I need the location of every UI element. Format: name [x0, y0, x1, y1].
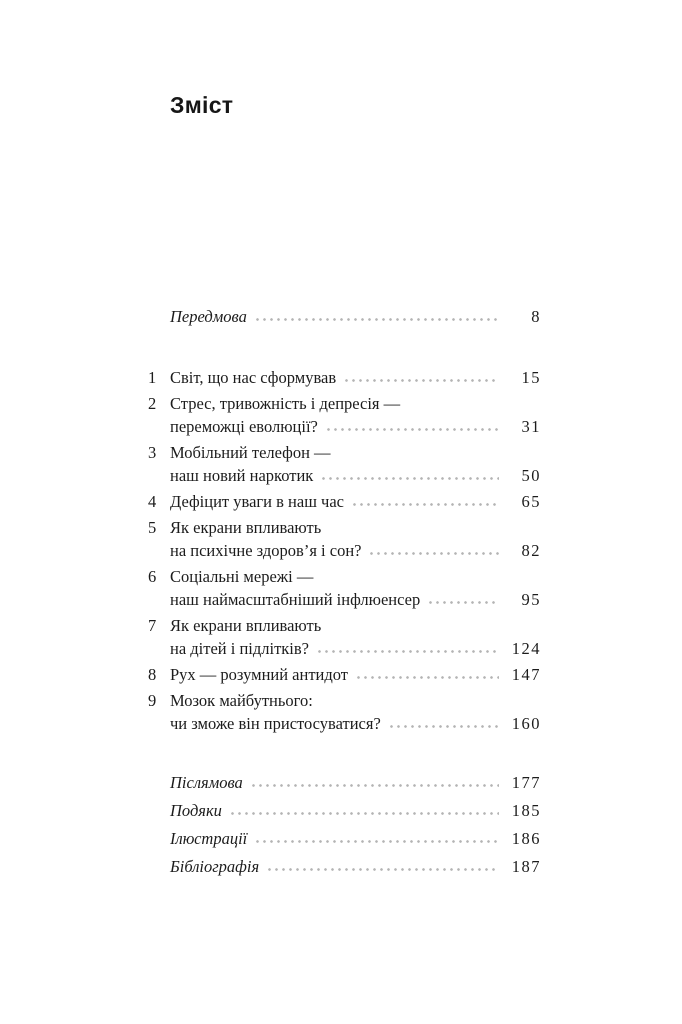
entry-last-line [170, 464, 541, 487]
page-number: 50 [521, 466, 541, 485]
toc-chapter-row [148, 565, 541, 611]
dot-leader [325, 427, 499, 432]
entry-title-line: Мобільний телефон — [170, 443, 331, 462]
entry-title: Подяки [170, 801, 222, 820]
entry-title-line: Соціальні мережі — [170, 567, 314, 586]
entry-body [170, 614, 541, 660]
page-number: 177 [511, 773, 541, 792]
chapter-number: 5 [148, 518, 157, 537]
toc-chapter-row [148, 663, 541, 686]
chapter-number: 3 [148, 443, 157, 462]
toc-front-section [148, 305, 541, 328]
entry-title-line: Як екрани впливають [170, 616, 322, 635]
entry-last-line [170, 539, 541, 562]
entry-last-line [170, 855, 541, 878]
dot-leader [250, 783, 499, 788]
chapter-number [148, 827, 170, 850]
entry-title: Дефіцит уваги в наш час [170, 492, 344, 511]
entry-last-line [170, 588, 541, 611]
page-title: Зміст [170, 92, 234, 118]
entry-last-line [170, 663, 541, 686]
chapter-number: 7 [148, 616, 157, 635]
page-number: 95 [521, 590, 541, 609]
dot-leader [355, 675, 499, 680]
entry-body [170, 565, 541, 611]
toc-chapters-section [148, 366, 541, 735]
entry-body [170, 366, 541, 389]
entry-body [170, 516, 541, 562]
chapter-number: 4 [148, 492, 157, 511]
entry-title: Світ, що нас сформував [170, 368, 337, 387]
toc-matter-row [148, 305, 541, 328]
dot-leader [388, 724, 499, 729]
page-number: 185 [511, 801, 541, 820]
page-number: 160 [511, 714, 541, 733]
entry-body [170, 663, 541, 686]
toc-matter-row [148, 855, 541, 878]
toc-chapter-row [148, 441, 541, 487]
entry-last-line [170, 415, 541, 438]
entry-title: чи зможе він пристосуватися? [170, 714, 381, 733]
toc-matter-row [148, 771, 541, 794]
dot-leader [316, 649, 499, 654]
entry-last-line [170, 827, 541, 850]
entry-title: Ілюстрації [170, 829, 248, 848]
entry-body [170, 827, 541, 850]
page-number: 8 [531, 307, 541, 326]
toc-chapter-row [148, 614, 541, 660]
toc-matter-row [148, 799, 541, 822]
toc-chapter-row [148, 516, 541, 562]
chapter-number: 9 [148, 691, 157, 710]
dot-leader [343, 378, 499, 383]
dot-leader [427, 600, 499, 605]
dot-leader [229, 811, 499, 816]
page-number: 147 [511, 665, 541, 684]
chapter-number: 6 [148, 567, 157, 586]
entry-last-line [170, 637, 541, 660]
entry-body [170, 855, 541, 878]
chapter-number [148, 799, 170, 822]
entry-body [170, 490, 541, 513]
page-number: 31 [521, 417, 541, 436]
entry-body [170, 441, 541, 487]
dot-leader [368, 551, 499, 556]
page-number: 82 [521, 541, 541, 560]
entry-body [170, 799, 541, 822]
dot-leader [266, 867, 499, 872]
entry-body [170, 771, 541, 794]
entry-title: наш наймасштабніший інфлюенсер [170, 590, 421, 609]
toc-back-section [148, 771, 541, 878]
dot-leader [254, 317, 499, 322]
toc-chapter-row [148, 490, 541, 513]
entry-last-line [170, 490, 541, 513]
chapter-number [148, 855, 170, 878]
dot-leader [351, 502, 499, 507]
entry-body [170, 392, 541, 438]
entry-title: наш новий наркотик [170, 466, 314, 485]
entry-title: Рух — розумний антидот [170, 665, 349, 684]
entry-last-line [170, 799, 541, 822]
page-number: 65 [521, 492, 541, 511]
toc-list [148, 305, 541, 878]
page-number: 186 [511, 829, 541, 848]
chapter-number: 8 [148, 665, 157, 684]
toc-chapter-row [148, 366, 541, 389]
entry-last-line [170, 305, 541, 328]
entry-body [170, 305, 541, 328]
entry-title-line: Стрес, тривожність і депресія — [170, 394, 401, 413]
entry-last-line [170, 771, 541, 794]
entry-title: Передмова [170, 307, 247, 326]
entry-last-line [170, 366, 541, 389]
entry-title-line: Мозок майбутнього: [170, 691, 313, 710]
chapter-number [148, 771, 170, 794]
entry-title-line: Як екрани впливають [170, 518, 322, 537]
page-number: 15 [521, 368, 541, 387]
entry-body [170, 689, 541, 735]
entry-title: на психічне здоров’я і сон? [170, 541, 362, 560]
entry-title: Бібліографія [170, 857, 260, 876]
chapter-number: 2 [148, 394, 157, 413]
chapter-number: 1 [148, 368, 157, 387]
toc-matter-row [148, 827, 541, 850]
entry-last-line [170, 712, 541, 735]
chapter-number [148, 305, 170, 328]
entry-title: переможці еволюції? [170, 417, 318, 436]
dot-leader [254, 839, 499, 844]
toc-chapter-row [148, 689, 541, 735]
toc-chapter-row [148, 392, 541, 438]
page-number: 124 [511, 639, 541, 658]
entry-title: на дітей і підлітків? [170, 639, 310, 658]
page-number: 187 [511, 857, 541, 876]
entry-title: Післямова [170, 773, 243, 792]
dot-leader [320, 476, 499, 481]
